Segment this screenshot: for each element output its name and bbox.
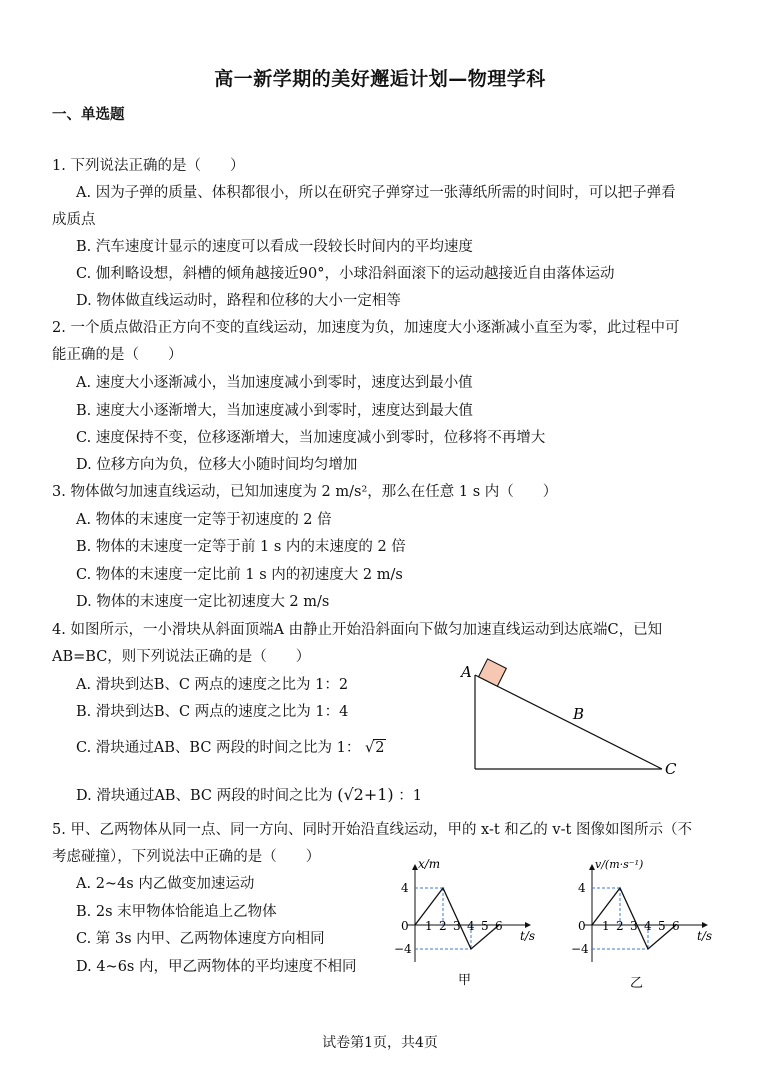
q1-option-a: A. 因为子弹的质量、体积都很小，所以在研究子弹穿过一张薄纸所需的时间时，可以把子弹看 — [76, 185, 676, 201]
q4-option-d-ratio: ：1 — [398, 788, 422, 804]
q4-option-b: B. 滑块到达B、C 两点的速度之比为 1：4 — [76, 704, 349, 720]
sqrt-symbol: √ — [365, 740, 375, 756]
page-title: 高一新学期的美好邂逅计划—物理学科 — [214, 68, 546, 90]
x-axis-arrow — [702, 922, 708, 928]
q4-stem-cont: AB=BC，则下列说法正确的是（ ） — [52, 649, 311, 665]
x-tick: 4 — [644, 919, 652, 933]
q2-option-b: B. 速度大小逐渐增大，当加速度减小到零时，速度达到最大值 — [76, 403, 473, 419]
slider-block — [479, 659, 507, 686]
q5-stem: 5. 甲、乙两物体从同一点、同一方向、同时开始沿直线运动，甲的 x-t 和乙的 v-t 图像如图所示（不 — [52, 822, 692, 838]
x-tick: 3 — [453, 919, 461, 933]
graph-caption: 乙 — [630, 976, 644, 991]
q3-option-d: D. 物体的末速度一定比初速度大 2 m/s — [76, 594, 330, 610]
q1-option-b: B. 汽车速度计显示的速度可以看成一段较长时间内的平均速度 — [76, 239, 473, 255]
q2-stem: 2. 一个质点做沿正方向不变的直线运动，加速度为负，加速度大小逐渐减小直至为零，此过程中可 — [52, 320, 680, 336]
x-tick: 2 — [616, 919, 624, 933]
x-tick: 1 — [425, 919, 433, 933]
graph-yi-vt — [562, 852, 727, 997]
x-axis-label: t/s — [520, 929, 536, 943]
q2-option-a: A. 速度大小逐渐减小，当加速度减小到零时，速度达到最小值 — [76, 375, 473, 391]
q2-stem-cont: 能正确的是（ ） — [52, 347, 183, 363]
graph-jia-xt — [385, 852, 545, 997]
q3-option-c: C. 物体的末速度一定比前 1 s 内的初速度大 2 m/s — [76, 567, 403, 583]
q1-option-c: C. 伽利略设想，斜槽的倾角越接近90°，小球沿斜面滚下的运动越接近自由落体运动 — [76, 266, 615, 282]
x-tick: 1 — [602, 919, 610, 933]
x-tick: 3 — [630, 919, 638, 933]
page-footer: 试卷第1页，共4页 — [322, 1035, 438, 1051]
x-tick: 6 — [672, 919, 680, 933]
x-tick: 5 — [658, 919, 666, 933]
q1-option-a-cont: 成质点 — [52, 212, 96, 228]
y-axis-label: v/(m·s⁻¹) — [595, 858, 644, 871]
x-axis-arrow — [525, 922, 531, 928]
q2-option-c: C. 速度保持不变，位移逐渐增大，当加速度减小到零时，位移将不再增大 — [76, 430, 546, 446]
q4-option-c — [76, 738, 386, 758]
incline-slope — [475, 675, 662, 769]
y-axis-label: x/m — [418, 857, 441, 871]
section-heading: 一、单选题 — [52, 107, 125, 123]
x-axis-label: t/s — [697, 929, 713, 943]
y-tick-neg: −4 — [571, 942, 589, 956]
q5-option-b: B. 2s 末甲物体恰能追上乙物体 — [76, 904, 277, 920]
x-tick: 4 — [467, 919, 475, 933]
q2-option-d: D. 位移方向为负，位移大小随时间均匀增加 — [76, 457, 358, 473]
x-tick: 6 — [495, 919, 503, 933]
point-a-label: A — [461, 663, 472, 681]
q4-option-c-radicand: 2 — [375, 740, 385, 756]
point-c-label: C — [665, 760, 677, 778]
point-b-label: B — [573, 705, 585, 723]
q3-option-b: B. 物体的末速度一定等于前 1 s 内的末速度的 2 倍 — [76, 539, 406, 555]
origin-label: 0 — [578, 919, 586, 933]
q3-stem: 3. 物体做匀加速直线运动，已知加速度为 2 m/s²，那么在任意 1 s 内（ ） — [52, 484, 558, 500]
q1-stem: 1. 下列说法正确的是（ ） — [52, 158, 245, 174]
q4-option-d-text: D. 滑块通过AB、BC 两段的时间之比为 — [76, 788, 333, 804]
y-tick-pos: 4 — [401, 881, 409, 895]
y-tick-neg: −4 — [394, 942, 412, 956]
x-tick: 5 — [481, 919, 489, 933]
q5-option-d: D. 4~6s 内，甲乙两物体的平均速度不相同 — [76, 959, 357, 975]
q5-stem-cont: 考虑碰撞），下列说法中正确的是（ ） — [52, 849, 321, 865]
q5-option-a: A. 2~4s 内乙做变加速运动 — [76, 876, 255, 892]
x-tick: 2 — [439, 919, 447, 933]
q5-option-c: C. 第 3s 内甲、乙两物体速度方向相同 — [76, 931, 325, 947]
y-tick-pos: 4 — [578, 881, 586, 895]
q1-option-d: D. 物体做直线运动时，路程和位移的大小一定相等 — [76, 293, 401, 309]
q4-option-d — [76, 785, 422, 806]
graph-caption: 甲 — [458, 973, 472, 988]
incline-figure — [455, 655, 695, 780]
q4-stem: 4. 如图所示，一小滑块从斜面顶端A 由静止开始沿斜面向下做匀加速直线运动到达底端C，已知 — [52, 622, 663, 638]
origin-label: 0 — [401, 919, 409, 933]
q4-option-d-expr: (√2+1) — [337, 785, 394, 804]
q4-option-a: A. 滑块到达B、C 两点的速度之比为 1：2 — [76, 677, 349, 693]
q4-option-c-text: C. 滑块通过AB、BC 两段的时间之比为 1： — [76, 740, 361, 756]
q3-option-a: A. 物体的末速度一定等于初速度的 2 倍 — [76, 512, 332, 528]
